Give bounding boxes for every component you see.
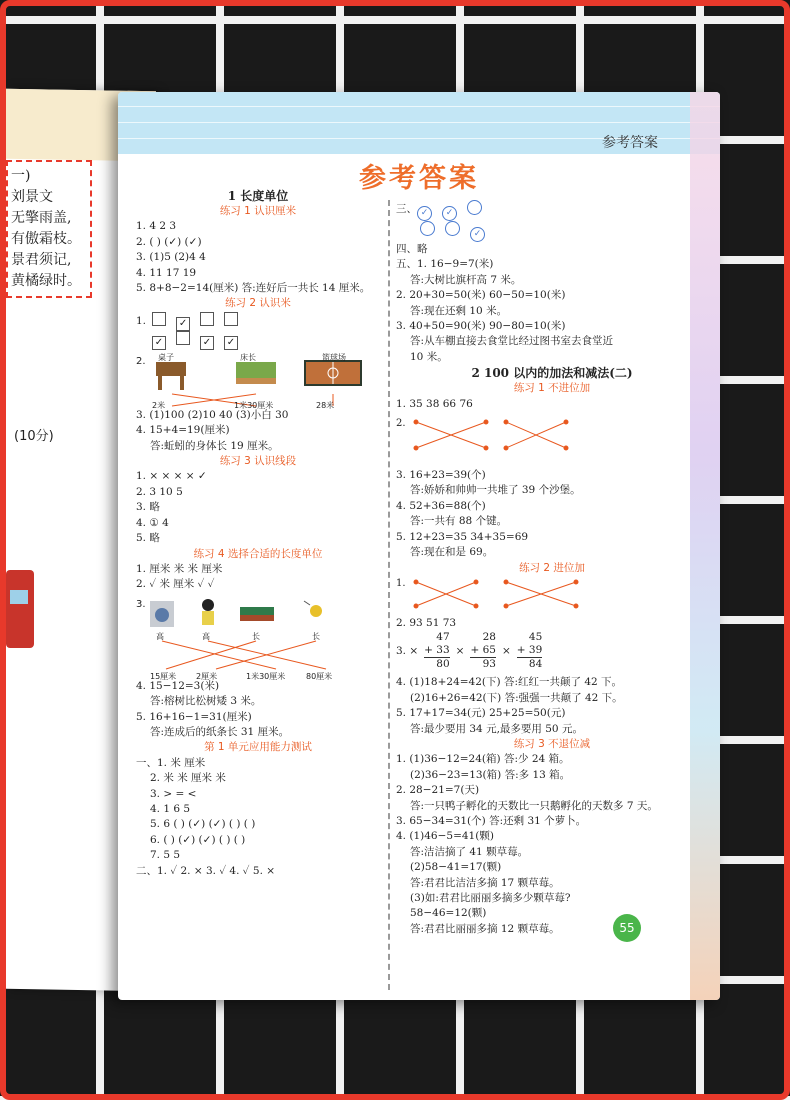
right-answer-column: [396, 200, 708, 937]
answer-line: 2. 28−21=7(天): [396, 784, 480, 797]
bus-illustration: [6, 570, 34, 648]
answer-line: 5. 6 ( ) (✓) (✓) ( ) ( ): [150, 818, 256, 831]
match-lines-3: [396, 412, 708, 468]
answer-line: 2. ( ) (✓) (✓): [136, 235, 202, 248]
answer-line: (2)36−23=13(箱) 答:多 13 箱。: [410, 768, 571, 781]
sum: 80: [436, 658, 450, 671]
vertical-calc: [424, 631, 450, 671]
answer-line: 答:君君比丽丽多摘 12 颗草莓。: [410, 922, 560, 935]
checkbox: ✓: [224, 336, 238, 350]
length-label: 1米30厘米: [246, 671, 286, 681]
answer-line: 四、略: [396, 243, 428, 255]
circle-answer: ✓: [417, 206, 432, 221]
exercise-heading: 练习 1 认识厘米: [219, 205, 297, 217]
circle-answer: [420, 221, 435, 236]
poem-line: 一): [11, 168, 31, 184]
answer-line: 3. 16+23=39(个): [396, 469, 486, 482]
length-label: 28米: [316, 400, 335, 410]
length-label: 1米30厘米: [234, 400, 274, 410]
item-number: 1.: [136, 314, 147, 327]
unit-heading: 1 长度单位: [227, 189, 289, 203]
answer-line: 58−46=12(颗): [410, 907, 487, 920]
exercise-heading: 练习 1 不进位加: [513, 382, 591, 395]
answer-line: 二、1. ✓ 2. × 3. ✓ 4. ✓ 5. ×: [136, 864, 276, 877]
page-number: 55: [613, 914, 641, 942]
answer-line: 答:君君比洁洁多摘 17 颗草莓。: [410, 876, 560, 889]
answer-line: 4. 11 17 19: [136, 266, 197, 279]
answer-line: 答:大树比旗杆高 7 米。: [410, 273, 522, 286]
addend: + 65: [470, 644, 496, 657]
answer-line: 1. (1)36−12=24(箱) 答:少 24 箱。: [396, 753, 570, 766]
checkbox-answers: [136, 312, 380, 350]
unit-match-pictures-2: [136, 593, 380, 679]
answer-line: 答:洁洁摘了 41 颗草莓。: [410, 845, 529, 858]
circle-answer: [467, 200, 482, 215]
answer-line: 3. 65−34=31(个) 答:还剩 31 个萝卜。: [396, 814, 587, 827]
answer-line: 答:连成后的纸条长 31 厘米。: [150, 725, 290, 738]
addend: 45: [528, 631, 543, 644]
answer-line: 答:一共有 88 个键。: [410, 515, 508, 528]
left-answer-column: [136, 188, 380, 879]
answer-line: 一、1. 米 厘米: [136, 756, 206, 769]
poem-line: 黄橘绿时。: [11, 273, 81, 289]
length-label: 2米: [152, 400, 166, 410]
answer-line: 答:从车棚直接去食堂比经过图书室去食堂近: [410, 335, 614, 348]
picture-label: 篮球场: [322, 352, 346, 362]
answer-line: 2. 20+30=50(米) 60−50=10(米): [396, 289, 566, 302]
picture-label: 床长: [240, 352, 256, 362]
answer-line: 答:蚯蚓的身体长 19 厘米。: [150, 439, 279, 452]
checkbox: ✓: [152, 336, 166, 350]
answer-line: 3. > = <: [150, 787, 197, 800]
answer-line: 4. (1)18+24=42(下) 答:红红一共颠了 42 下。: [396, 676, 623, 689]
answer-line: 答:榕树比松树矮 3 米。: [150, 695, 262, 708]
length-label: 15厘米: [150, 671, 177, 681]
header-label: 参考答案: [602, 135, 658, 151]
item-number: 3. ×: [396, 645, 419, 658]
answer-page: [118, 92, 720, 1000]
unit-match-pictures: [136, 350, 380, 408]
checkbox: [176, 331, 190, 345]
vertical-calc: [517, 631, 543, 671]
answer-line: 5. 17+17=34(元) 25+25=50(元): [396, 707, 566, 720]
poem-line: 无擎雨盖,: [11, 210, 72, 226]
answer-line: 4. 1 6 5: [150, 802, 191, 815]
answer-line: 10 米。: [410, 350, 448, 363]
match-lines-carry: [396, 576, 708, 616]
addend: + 39: [516, 644, 543, 657]
answer-line: (2)16+26=42(下) 答:强强一共颠了 42 下。: [410, 691, 623, 704]
item-number: 三、: [396, 203, 417, 215]
poem-box: [6, 160, 92, 298]
answer-line: 5. 略: [136, 532, 160, 545]
column-separator: [388, 200, 390, 990]
answer-line: 答:现在和是 69。: [410, 546, 494, 559]
answer-line: 答:娇娇和帅帅一共堆了 39 个沙堡。: [410, 484, 581, 497]
addend: 28: [482, 631, 496, 644]
length-label: 2厘米: [196, 671, 218, 681]
exercise-heading: 练习 2 进位加: [519, 561, 585, 574]
match-lines-4: [396, 576, 708, 616]
checkbox: ✓: [176, 317, 190, 331]
answer-line: 5. 16+16−1=31(厘米): [136, 710, 252, 723]
sum: 93: [482, 658, 496, 671]
answer-line: 答:现在还剩 10 米。: [410, 304, 508, 317]
unit-heading: 2 100 以内的加法和减法(二): [471, 366, 633, 381]
answer-line: 答:一只鸭子孵化的天数比一只鹅孵化的天数多 7 天。: [410, 799, 658, 812]
answer-line: (2)58−41=17(颗): [410, 861, 502, 874]
match-lines-add: [396, 412, 708, 468]
answer-line: 3. (1)100 (2)10 40 (3)小白 30: [136, 408, 289, 421]
answer-line: 6. ( ) (✓) (✓) ( ) ( ): [150, 833, 246, 846]
exercise-heading: 练习 4 选择合适的长度单位: [193, 547, 323, 560]
answer-line: 答:最少要用 34 元,最多要用 50 元。: [410, 722, 583, 735]
svg-text:1.: 1.: [396, 577, 406, 589]
answer-line: 4. 15+4=19(厘米): [136, 424, 230, 437]
answer-line: 2. 93 51 73: [396, 616, 457, 629]
answer-line: 4. 15−12=3(米): [136, 679, 220, 692]
vertical-calc: [470, 631, 496, 671]
answer-line: 1. × × × × ✓: [136, 470, 207, 483]
answer-line: (3)如:君君比丽丽多摘多少颗草莓?: [410, 892, 571, 904]
answer-line: 2. 米 米 厘米 米: [150, 772, 226, 785]
vertical-calculations: [396, 631, 708, 675]
answer-line: 1. 35 38 66 76: [396, 397, 473, 410]
exercise-heading: 练习 3 认识线段: [219, 455, 297, 468]
answer-line: 2. 3 10 5: [136, 485, 183, 498]
answer-line: 7. 5 5: [150, 849, 181, 862]
item-number: 2.: [136, 355, 146, 367]
picture-label: 高: [202, 631, 210, 641]
poem-line: 刘景文: [11, 189, 53, 205]
checkbox: [224, 312, 238, 326]
page-title: 参考答案: [359, 163, 479, 194]
answer-line: 4. ① 4: [136, 516, 169, 529]
left-score-label: (10分): [14, 429, 54, 444]
answer-line: 3. 略: [136, 501, 160, 514]
answer-line: 4. (1)46−5=41(颗): [396, 830, 494, 843]
poem-line: 有傲霜枝。: [11, 231, 81, 247]
addend: + 33: [424, 644, 450, 657]
answer-line: 1. 厘米 米 米 厘米: [136, 562, 223, 575]
exercise-heading: 练习 3 不退位减: [513, 737, 591, 750]
addend: 47: [436, 631, 450, 644]
poem-line: 景君须记,: [11, 252, 72, 268]
exercise-heading: 第 1 单元应用能力测试: [204, 741, 312, 754]
answer-line: 2. ✓ 米 厘米 ✓ ✓: [136, 578, 215, 591]
picture-label: 长: [312, 631, 320, 641]
picture-label: 高: [156, 631, 164, 641]
circle-answer: ✓: [442, 206, 457, 221]
wrong-mark: ×: [501, 645, 511, 658]
sum: 84: [528, 658, 543, 671]
answer-line: 3. (1)5 (2)4 4: [136, 251, 206, 264]
checkbox: [152, 312, 166, 326]
answer-line: 1. 4 2 3: [136, 220, 177, 233]
circle-answer: [445, 221, 460, 236]
circle-answer: ✓: [470, 227, 485, 242]
answer-line: 5. 12+23=35 34+35=69: [396, 530, 529, 543]
item-number: 3.: [136, 598, 146, 610]
answer-line: 3. 40+50=90(米) 90−80=10(米): [396, 320, 566, 333]
checkbox: ✓: [200, 336, 214, 350]
wrong-mark: ×: [455, 645, 465, 658]
exercise-heading: 练习 2 认识米: [225, 297, 291, 310]
picture-label: 桌子: [158, 352, 174, 362]
svg-text:2.: 2.: [396, 418, 406, 430]
circle-answers: [396, 200, 708, 242]
checkbox: [200, 312, 214, 326]
answer-line: 5. 8+8−2=14(厘米) 答:连好后一共长 14 厘米。: [136, 282, 371, 295]
answer-line: 4. 52+36=88(个): [396, 499, 486, 512]
picture-label: 长: [252, 631, 260, 641]
answer-line: 五、1. 16−9=7(米): [396, 258, 494, 271]
length-label: 80厘米: [306, 671, 333, 681]
